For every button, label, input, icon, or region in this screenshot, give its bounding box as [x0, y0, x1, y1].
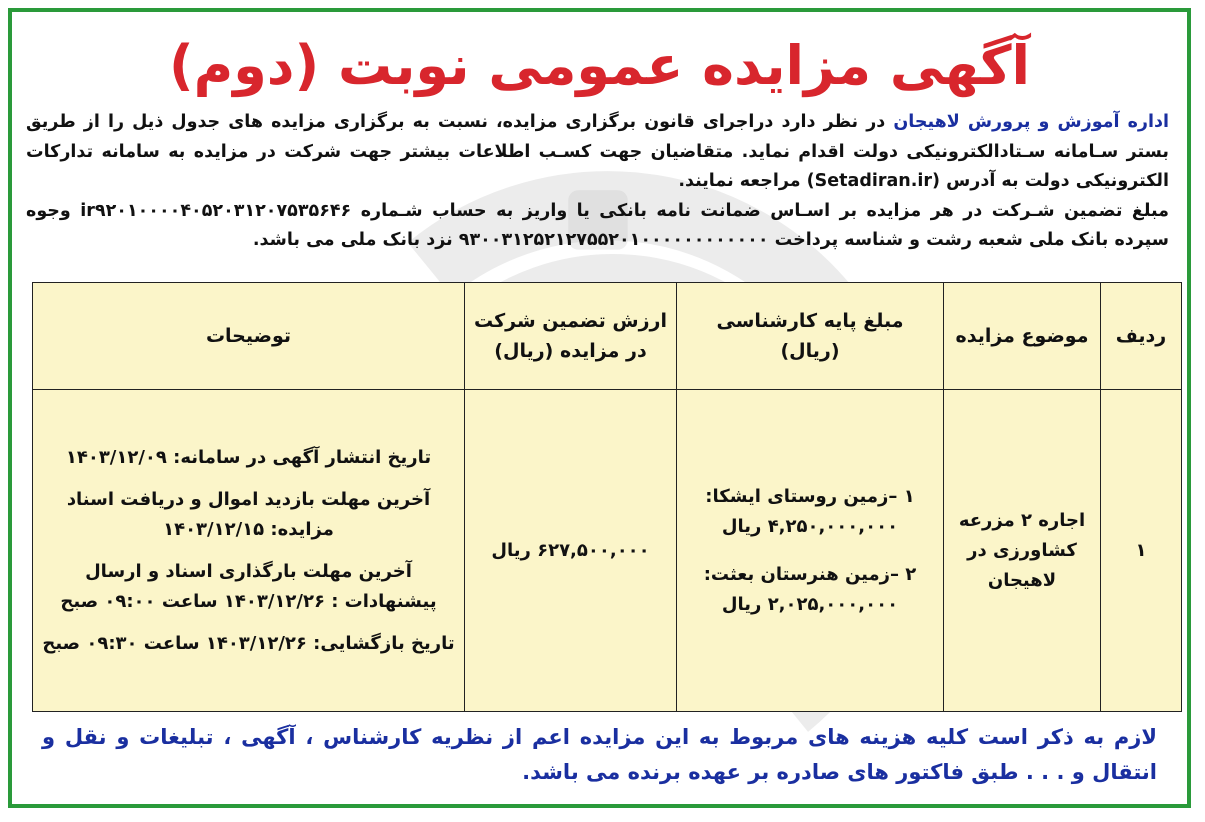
- header-guarantee: ارزش تضمین شرکت در مزایده (ریال): [465, 283, 677, 390]
- organization-name: اداره آموزش و پرورش لاهیجان: [893, 112, 1169, 132]
- cell-description: [33, 390, 465, 712]
- header-base-price: مبلغ پایه کارشناسی (ریال): [677, 283, 944, 390]
- header-description: توضیحات: [33, 283, 465, 390]
- intro-body: در نظر دارد دراجرای قانون برگزاری مزایده، نسبت به برگزاری مزایده های جدول ذیل را از طریق بستر سـامانه سـتادالکترونیکی دولت اقدام نماید. متقاضیان جهت کسـب اطلاعات بیشتر جهت شرکت در مزایده به سامانه تدارکات الکترونیکی دولت به آدرس (Setadiran.ir) مراجعه نمایند.: [26, 112, 1169, 191]
- notice-frame: [8, 8, 1191, 808]
- desc-visit-deadline: آخرین مهلت بازدید اموال و دریافت اسناد مزایده: ۱۴۰۳/۱۲/۱۵: [66, 488, 431, 540]
- cell-base-price: [677, 390, 944, 712]
- header-row-number: ردیف: [1101, 283, 1182, 390]
- desc-publish-date: تاریخ انتشار آگهی در سامانه: ۱۴۰۳/۱۲/۰۹: [65, 446, 432, 468]
- desc-upload-deadline: آخرین مهلت بارگذاری اسناد و ارسال پیشنهادات : ۱۴۰۳/۱۲/۲۶ ساعت ۰۹:۰۰ صبح: [60, 560, 437, 612]
- header-subject: موضوع مزایده: [944, 283, 1101, 390]
- cell-guarantee: ۶۲۷,۵۰۰,۰۰۰ ریال: [465, 390, 677, 712]
- intro-text: [26, 108, 1169, 256]
- footer-note: لازم به ذکر است کلیه هزینه های مربوط به این مزایده اعم از نظریه کارشناس ، آگهی ، تبلیغات و نقل و انتقال و . . . طبق فاکتور های صادره بر عهده برنده می باشد.: [42, 725, 1157, 784]
- auction-table: [32, 282, 1182, 712]
- base-price-item-2: ۲ –زمین هنرستان بعثت: ۲,۰۲۵,۰۰۰,۰۰۰ ریال: [703, 563, 917, 615]
- cell-row-number: ۱: [1101, 390, 1182, 712]
- table-header-row: [33, 283, 1182, 390]
- desc-opening-date: تاریخ بازگشایی: ۱۴۰۳/۱۲/۲۶ ساعت ۰۹:۳۰ صبح: [42, 632, 455, 654]
- base-price-item-1: ۱ –زمین روستای ایشکا: ۴,۲۵۰,۰۰۰,۰۰۰ ریال: [705, 485, 915, 537]
- intro-paragraph-2: مبلغ تضمین شـرکت در هر مزایده بر اسـاس ضمانت نامه بانکی یا واریز به حساب شـماره ir۹۲۰۱۰۰۰۰۴۰۵۲۰۳۱۲۰۷۵۳۵۶۴۶ وجوه سپرده بانک ملی شعبه رشت و شناسه پرداخت ۹۳۰۰۳۱۲۵۲۱۲۷۵۵۲۰۱۰۰۰۰۰۰۰۰۰۰۰۰ نزد بانک ملی می باشد.: [26, 200, 1169, 250]
- page-title: آگهی مزایده عمومی نوبت (دوم): [168, 34, 1031, 97]
- intro-paragraph-1: [26, 108, 1169, 197]
- cell-subject: اجاره ۲ مزرعه کشاورزی در لاهیجان: [944, 390, 1101, 712]
- table-row: [33, 390, 1182, 712]
